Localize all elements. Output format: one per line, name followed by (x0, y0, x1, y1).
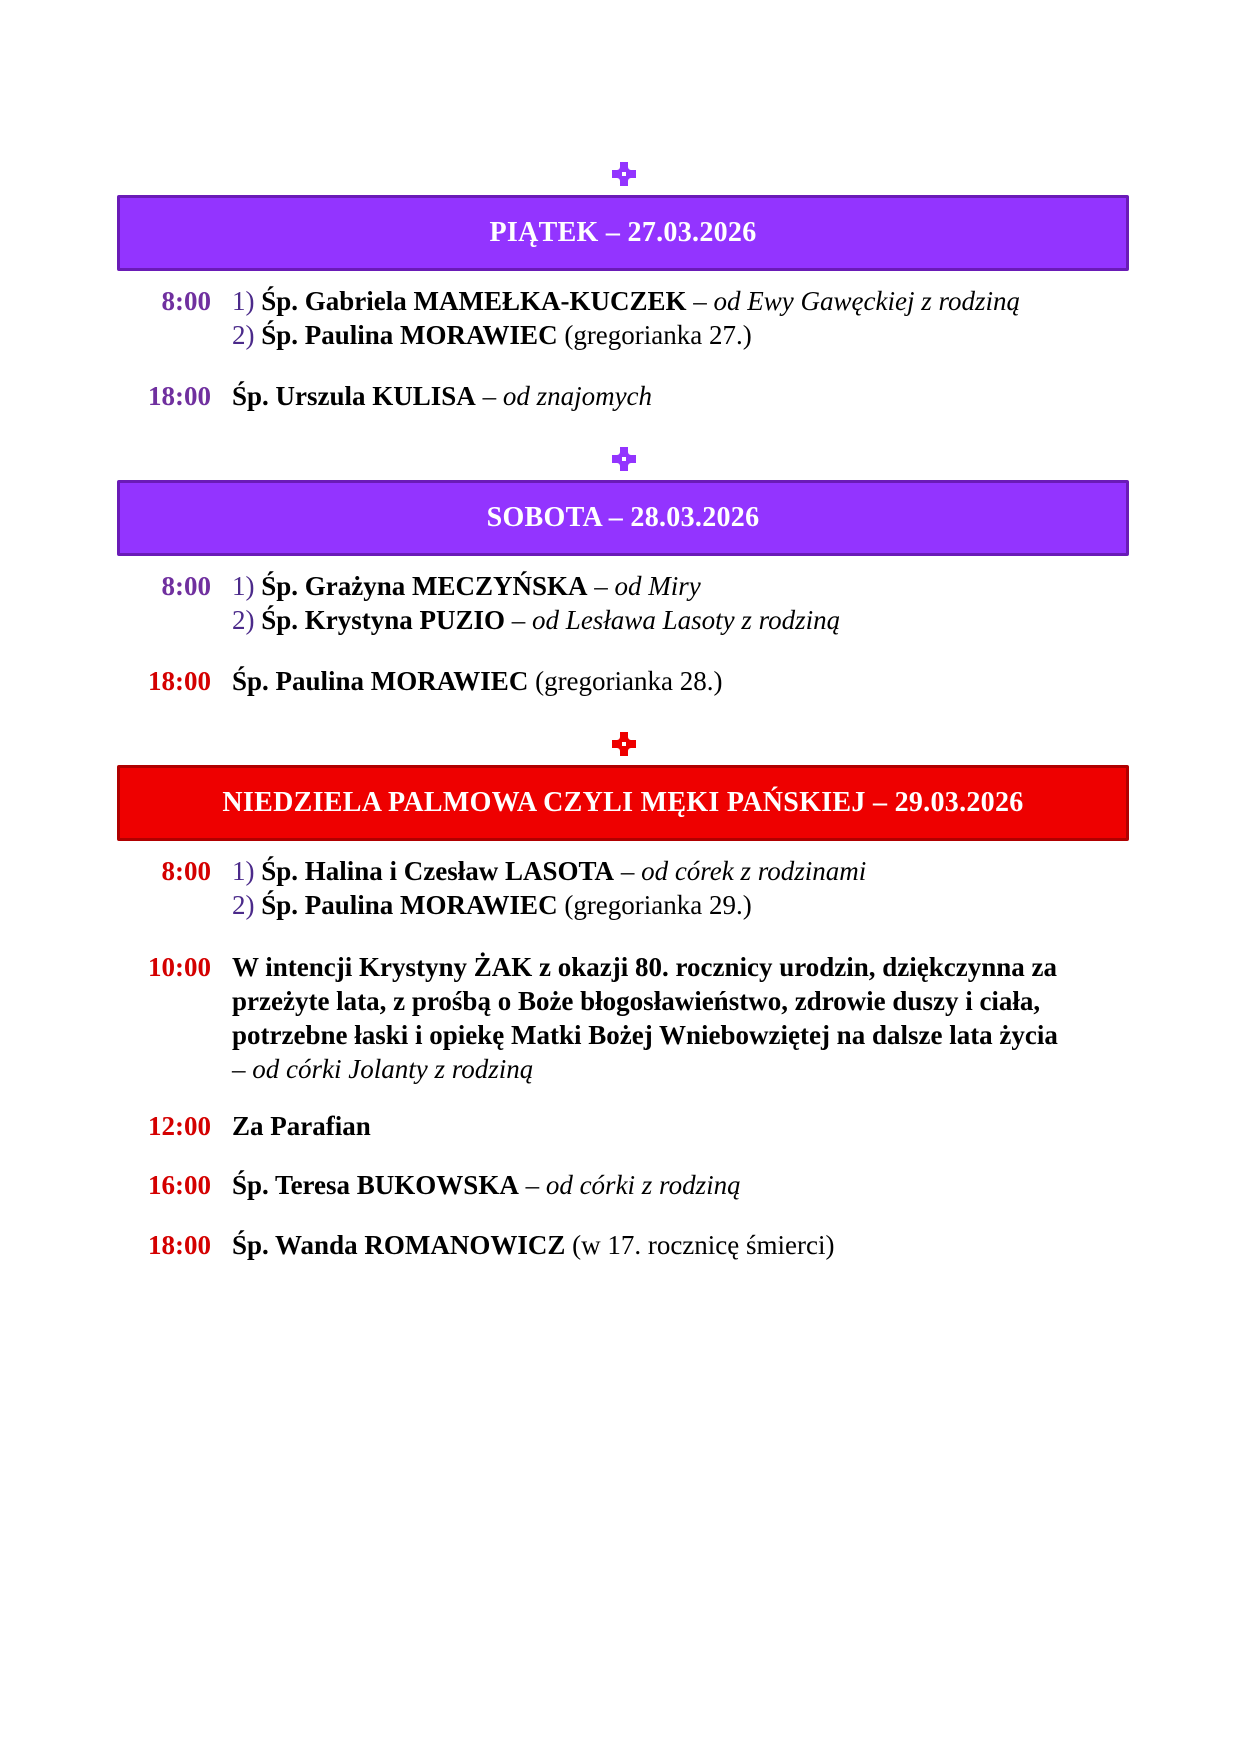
item-number: 1) (232, 856, 255, 886)
mass-time: 12:00 (148, 1111, 211, 1141)
intention-name: Śp. Grażyna MECZYŃSKA (261, 571, 588, 601)
item-number: 2) (232, 320, 255, 350)
mass-time: 18:00 (148, 381, 211, 411)
intention-name: Śp. Urszula KULISA (232, 381, 476, 411)
day-title: SOBOTA – 28.03.2026 (486, 502, 760, 533)
intention-note: (w 17. rocznicę śmierci) (565, 1230, 835, 1260)
intention-line (232, 1168, 1137, 1202)
intention-name: Śp. Wanda ROMANOWICZ (232, 1230, 566, 1260)
intention-line (232, 379, 1137, 413)
intention-line (232, 854, 1137, 888)
intention-name: Śp. Halina i Czesław LASOTA (261, 856, 615, 886)
intention-line (232, 1228, 1137, 1262)
intention-line: potrzebne łaski i opiekę Matki Bożej Wniebowziętej na dalsze lata życia (232, 1020, 1058, 1050)
intention-line (232, 888, 1137, 922)
intention-note: – od Miry (587, 571, 701, 601)
mass-time: 18:00 (148, 1230, 211, 1260)
mass-time: 10:00 (148, 952, 211, 982)
day-title: PIĄTEK – 27.03.2026 (489, 217, 757, 248)
mass-time: 18:00 (148, 666, 211, 696)
intention-name: Śp. Teresa BUKOWSKA (232, 1170, 519, 1200)
intention-line (232, 318, 1137, 352)
mass-time: 8:00 (161, 856, 211, 886)
day-header-palm-sunday (117, 765, 1129, 841)
intention-line: W intencji Krystyny ŻAK z okazji 80. rocznicy urodzin, dziękczynna za (232, 952, 1057, 982)
intention-note: – od Ewy Gawęckiej z rodziną (686, 286, 1020, 316)
intention-name: Śp. Paulina MORAWIEC (232, 666, 529, 696)
mass-time: 16:00 (148, 1170, 211, 1200)
intention-line (232, 664, 1137, 698)
day-header-friday (117, 195, 1129, 271)
item-number: 1) (232, 286, 255, 316)
item-number: 2) (232, 890, 255, 920)
intention-note: – od córek z rodzinami (614, 856, 867, 886)
cross-icon (610, 730, 638, 758)
intention-line (232, 569, 1137, 603)
intention-name: Śp. Krystyna PUZIO (261, 605, 506, 635)
day-title: NIEDZIELA PALMOWA CZYLI MĘKI PAŃSKIEJ – 29.03.2026 (222, 787, 1024, 818)
intention-note: (gregorianka 29.) (557, 890, 752, 920)
mass-time: 8:00 (161, 571, 211, 601)
intention-name: Za Parafian (232, 1111, 371, 1141)
intention-name: Śp. Paulina MORAWIEC (261, 890, 558, 920)
intention-line: przeżyte lata, z prośbą o Boże błogosławieństwo, zdrowie duszy i ciała, (232, 986, 1041, 1016)
mass-time: 8:00 (161, 286, 211, 316)
intention-line (232, 603, 1137, 637)
intention-note: – od Lesława Lasoty z rodziną (505, 605, 841, 635)
intention-name: Śp. Gabriela MAMEŁKA-KUCZEK (261, 286, 687, 316)
intention-note: – od córki Jolanty z rodziną (232, 1054, 534, 1084)
intention-line (232, 1109, 1137, 1143)
intention-line (232, 284, 1137, 318)
intention-note: (gregorianka 27.) (557, 320, 752, 350)
item-number: 2) (232, 605, 255, 635)
day-header-saturday (117, 480, 1129, 556)
intention-name: Śp. Paulina MORAWIEC (261, 320, 558, 350)
cross-icon (610, 160, 638, 188)
item-number: 1) (232, 571, 255, 601)
intention-note: – od córki z rodziną (518, 1170, 741, 1200)
intention-note: – od znajomych (475, 381, 653, 411)
cross-icon (610, 445, 638, 473)
intention-note: (gregorianka 28.) (528, 666, 723, 696)
